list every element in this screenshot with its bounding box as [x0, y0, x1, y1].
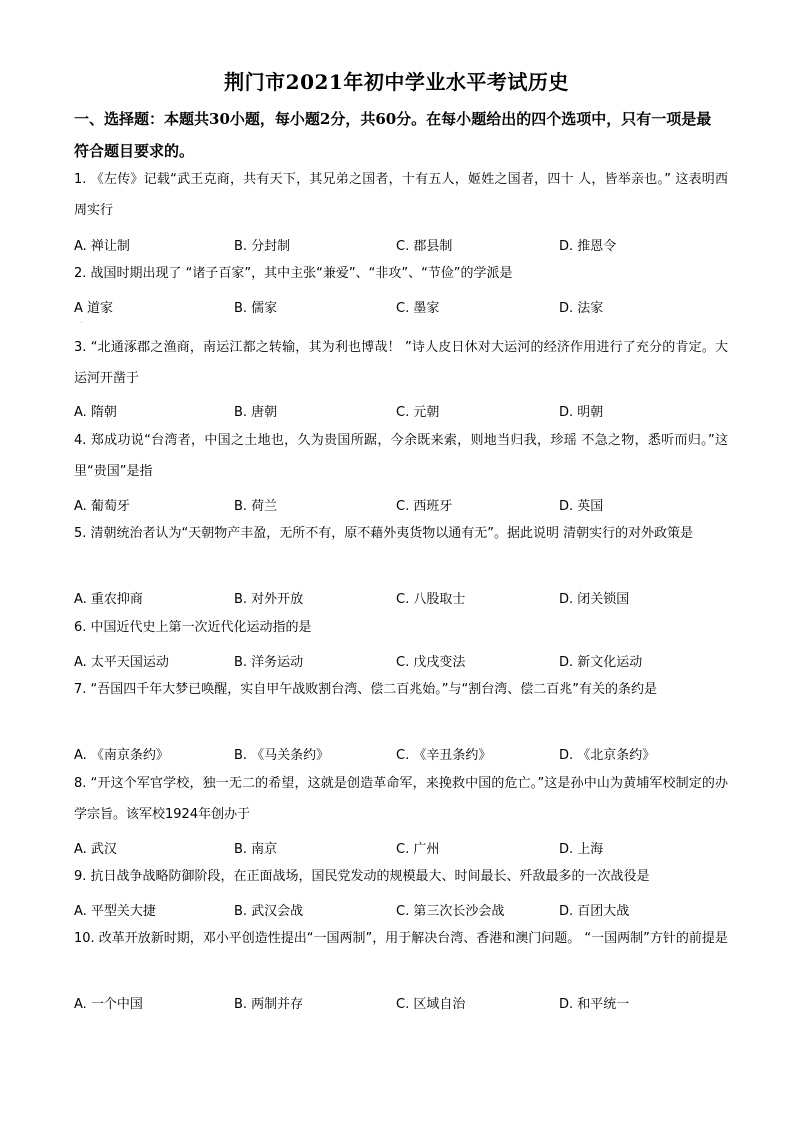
option-7b: B. 《马关条约》	[234, 748, 330, 763]
option-3b: B. 唐朝	[234, 405, 278, 420]
option-2a: A 道家	[74, 301, 114, 316]
option-6a: A. 太平天国运动	[74, 655, 169, 670]
option-5b: B. 对外开放	[234, 592, 304, 607]
option-5a: A. 重农抑商	[74, 592, 143, 607]
option-3d: D. 明朝	[559, 405, 604, 420]
option-4c: C. 西班牙	[396, 499, 453, 514]
section-heading: 一、选择题：本题共30小题，每小题2分，共60分。在每小题给出的四个选项中，只有一项是最符合题目要求的。	[74, 110, 712, 160]
option-10c: C. 区域自治	[396, 997, 466, 1012]
option-8d: D. 上海	[559, 842, 604, 857]
option-2c: C. 墨家	[396, 301, 440, 316]
question-8: 8. “开这个军官学校，独一无二的希望，这就是创造革命军，来挽救中国的危亡。”这是孙中山为黄埔军校制定的办学宗旨。该军校1924年创办于	[74, 776, 728, 822]
option-8a: A. 武汉	[74, 842, 117, 857]
option-1a: A. 禅让制	[74, 239, 130, 254]
option-9c: C. 第三次长沙会战	[396, 904, 505, 919]
option-4d: D. 英国	[559, 499, 604, 514]
option-3c: C. 元朝	[396, 405, 440, 420]
option-4a: A. 葡萄牙	[74, 499, 130, 514]
options-7	[74, 744, 728, 764]
option-10a: A. 一个中国	[74, 997, 143, 1012]
option-1c: C. 郡县制	[396, 239, 453, 254]
option-8c: C. 广州	[396, 842, 440, 857]
option-6b: B. 洋务运动	[234, 655, 304, 670]
option-4b: B. 荷兰	[234, 499, 278, 514]
option-9b: B. 武汉会战	[234, 904, 304, 919]
options-3	[74, 401, 728, 421]
option-2b: B. 儒家	[234, 301, 278, 316]
question-3: 3. “北通涿郡之渔商，南运江都之转输，其为利也博哉！ ”诗人皮日休对大运河的经济作用进行了充分的肯定。大运河开凿于	[74, 340, 728, 386]
question-2: 2. 战国时期出现了 “诸子百家”，其中主张“兼爱”、“非攻”、“节俭”的学派是	[74, 266, 513, 281]
option-7a: A. 《南京条约》	[74, 748, 169, 763]
option-1b: B. 分封制	[234, 239, 291, 254]
question-5: 5. 清朝统治者认为“天朝物产丰盈，无所不有，原不藉外夷货物以通有无”。据此说明 清朝实行的对外政策是	[74, 526, 694, 541]
option-7d: D. 《北京条约》	[559, 748, 656, 763]
question-1: 1. 《左传》记载“武王克商，共有天下，其兄弟之国者，十有五人，姬姓之国者，四十 人，皆举亲也。” 这表明西周实行	[74, 172, 728, 218]
page-title: 荆门市2021年初中学业水平考试历史	[224, 70, 569, 94]
options-4	[74, 495, 728, 515]
options-5	[74, 588, 728, 608]
option-9a: A. 平型关大捷	[74, 904, 156, 919]
option-5d: D. 闭关锁国	[559, 592, 630, 607]
options-6	[74, 651, 728, 671]
question-9: 9. 抗日战争战略防御阶段，在正面战场，国民党发动的规模最大、时间最长、歼敌最多的一次战役是	[74, 869, 650, 884]
options-9	[74, 900, 728, 920]
option-8b: B. 南京	[234, 842, 278, 857]
question-7: 7. “吾国四千年大梦已唤醒，实自甲午战败割台湾、偿二百兆始。”与“割台湾、偿二百兆”有关的条约是	[74, 682, 657, 697]
option-10b: B. 两制并存	[234, 997, 304, 1012]
option-6c: C. 戊戌变法	[396, 655, 466, 670]
options-8	[74, 838, 728, 858]
option-7c: C. 《辛丑条约》	[396, 748, 492, 763]
option-2d: D. 法家	[559, 301, 604, 316]
option-3a: A. 隋朝	[74, 405, 117, 420]
option-9d: D. 百团大战	[559, 904, 630, 919]
question-10: 10. 改革开放新时期，邓小平创造性提出“一国两制”，用于解决台湾、香港和澳门问题。 “一国两制”方针的前提是	[74, 931, 728, 946]
stray-mark: ·	[80, 318, 83, 327]
option-5c: C. 八股取士	[396, 592, 466, 607]
options-10	[74, 993, 728, 1013]
options-2	[74, 297, 728, 317]
options-1	[74, 235, 728, 255]
option-6d: D. 新文化运动	[559, 655, 643, 670]
option-1d: D. 推恩令	[559, 239, 617, 254]
question-4: 4. 郑成功说“台湾者，中国之土地也，久为贵国所踞，今余既来索，则地当归我，珍瑶 不急之物，悉听而归。”这里“贵国”是指	[74, 433, 728, 479]
question-6: 6. 中国近代史上第一次近代化运动指的是	[74, 620, 312, 635]
option-10d: D. 和平统一	[559, 997, 630, 1012]
